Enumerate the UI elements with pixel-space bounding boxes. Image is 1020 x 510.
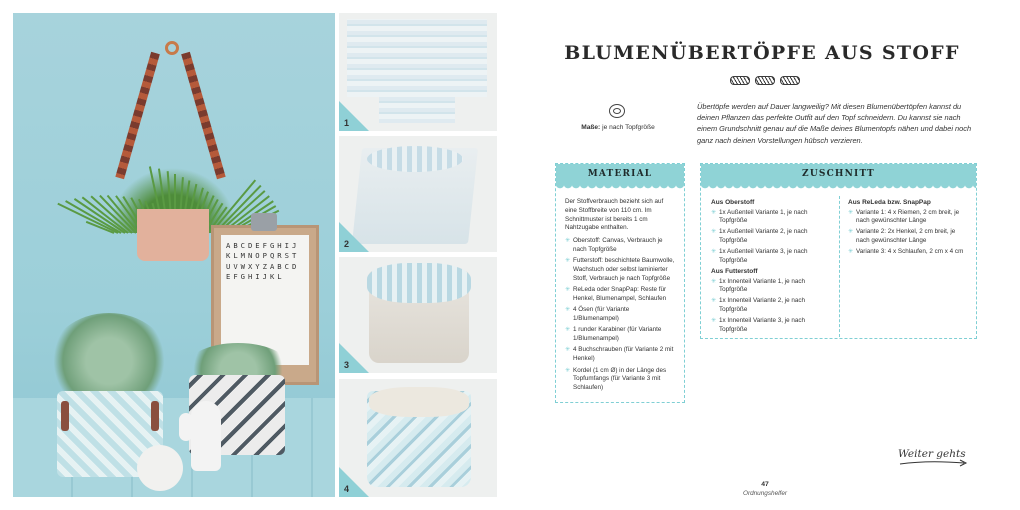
list-item: ✳ 4 Buchschrauben (für Variante 2 mit Henkel) xyxy=(565,346,676,364)
step-photo-2 xyxy=(339,136,497,252)
material-heading: MATERIAL xyxy=(556,164,684,184)
difficulty-rating xyxy=(730,76,800,85)
arrow-right-icon xyxy=(898,458,970,468)
hanging-ring xyxy=(165,41,179,55)
ceramic-ball xyxy=(137,445,183,491)
needle-icon xyxy=(755,76,775,85)
zuschnitt-heading: ZUSCHNITT xyxy=(701,164,976,184)
page-title: BLUMENÜBERTÖPFE AUS STOFF xyxy=(564,42,960,64)
list-item: ✳ Variante 2: 2x Henkel, 2 cm breit, je nach gewünschter Länge xyxy=(848,228,968,245)
step-number: 1 xyxy=(344,118,350,128)
list-item: ✳ 1x Außenteil Variante 3, je nach Topfgröße xyxy=(711,248,831,265)
page-number: 47 xyxy=(761,481,769,488)
step-photo-4 xyxy=(339,379,497,497)
main-photo xyxy=(13,13,335,497)
zuschnitt-col-fabric xyxy=(711,196,831,337)
step-number: 3 xyxy=(344,360,350,370)
list-item: ✳ 1x Innenteil Variante 1, je nach Topfgröße xyxy=(711,278,831,295)
needle-icon xyxy=(780,76,800,85)
hanging-strap-left xyxy=(115,52,159,179)
step-photo-1 xyxy=(339,13,497,131)
list-item: ✳ ReLeda oder SnapPap: Reste für Henkel, Blumenampel, Schlaufen xyxy=(565,286,676,304)
size-label: Maße: xyxy=(581,124,601,131)
material-list xyxy=(565,237,676,393)
list-item: ✳ 1x Innenteil Variante 2, je nach Topfgröße xyxy=(711,297,831,314)
list-item: ✳ Oberstoff: Canvas, Verbrauch je nach Topfgröße xyxy=(565,237,676,255)
material-intro: Der Stoffverbrauch bezieht sich auf eine Stoffbreite von 110 cm. Im Schnittmuster ist bereits 1 cm Nahtzugabe enthalten. xyxy=(565,198,664,232)
hanging-pot xyxy=(137,209,209,261)
step-photo-3 xyxy=(339,257,497,373)
group-title: Aus ReLeda bzw. SnapPap xyxy=(848,199,931,206)
list-item: ✳ 1x Innenteil Variante 3, je nach Topfgröße xyxy=(711,317,831,334)
letter-poster: ABCDEFGHIJKLMNOPQRSTUVWXYZABCDEFGHIJKL xyxy=(221,235,309,365)
needle-icon xyxy=(730,76,750,85)
list-item: ✳ 1x Außenteil Variante 1, je nach Topfgröße xyxy=(711,209,831,226)
step-number: 2 xyxy=(344,239,350,249)
list-item: ✳ 1x Außenteil Variante 2, je nach Topfgröße xyxy=(711,228,831,245)
measuring-tape-icon xyxy=(609,104,625,118)
size-info xyxy=(555,124,681,131)
zuschnitt-box xyxy=(700,163,977,339)
step-number: 4 xyxy=(344,484,350,494)
continue-hint: Weiter gehts xyxy=(898,448,966,460)
group-title: Aus Futterstoff xyxy=(711,268,758,276)
group-title: Aus Oberstoff xyxy=(711,199,755,206)
hanging-strap-right xyxy=(181,52,225,179)
list-item: ✳ Variante 3: 4 x Schlaufen, 2 cm x 4 cm xyxy=(848,248,968,257)
zuschnitt-col-releda xyxy=(839,196,968,337)
section-name: Ordnungshelfer xyxy=(742,490,788,497)
list-item: ✳ 1 runder Karabiner (für Variante 1/Blumenampel) xyxy=(565,326,676,344)
size-value: je nach Topfgröße xyxy=(602,124,655,131)
clipboard-clip xyxy=(251,213,277,231)
material-box xyxy=(555,163,685,403)
ceramic-cactus xyxy=(191,401,221,471)
list-item: ✳ 4 Ösen (für Variante 1/Blumenampel) xyxy=(565,306,676,324)
intro-text: Übertöpfe werden auf Dauer langweilig? Mit diesen Blumenübertöpfen kannst du deinen Pflanzen das perfekte Outfit auf den Topf schneidern. Du kannst sie nach einem Grundschnitt genau auf die Maße deines Blumentopfs nähen und dabei noch ganz nach deinen Vorstellungen hübsch verzieren. xyxy=(697,102,972,145)
list-item: ✳ Variante 1: 4 x Riemen, 2 cm breit, je nach gewünschter Länge xyxy=(848,209,968,226)
list-item: ✳ Kordel (1 cm Ø) in der Länge des Topfumfangs (für Variante 3 mit Schlaufen) xyxy=(565,367,676,393)
list-item: ✳ Futterstoff: beschichtete Baumwolle, Wachstuch oder selbst laminierter Stoff, Verbrauch je nach Topfgröße xyxy=(565,257,676,283)
